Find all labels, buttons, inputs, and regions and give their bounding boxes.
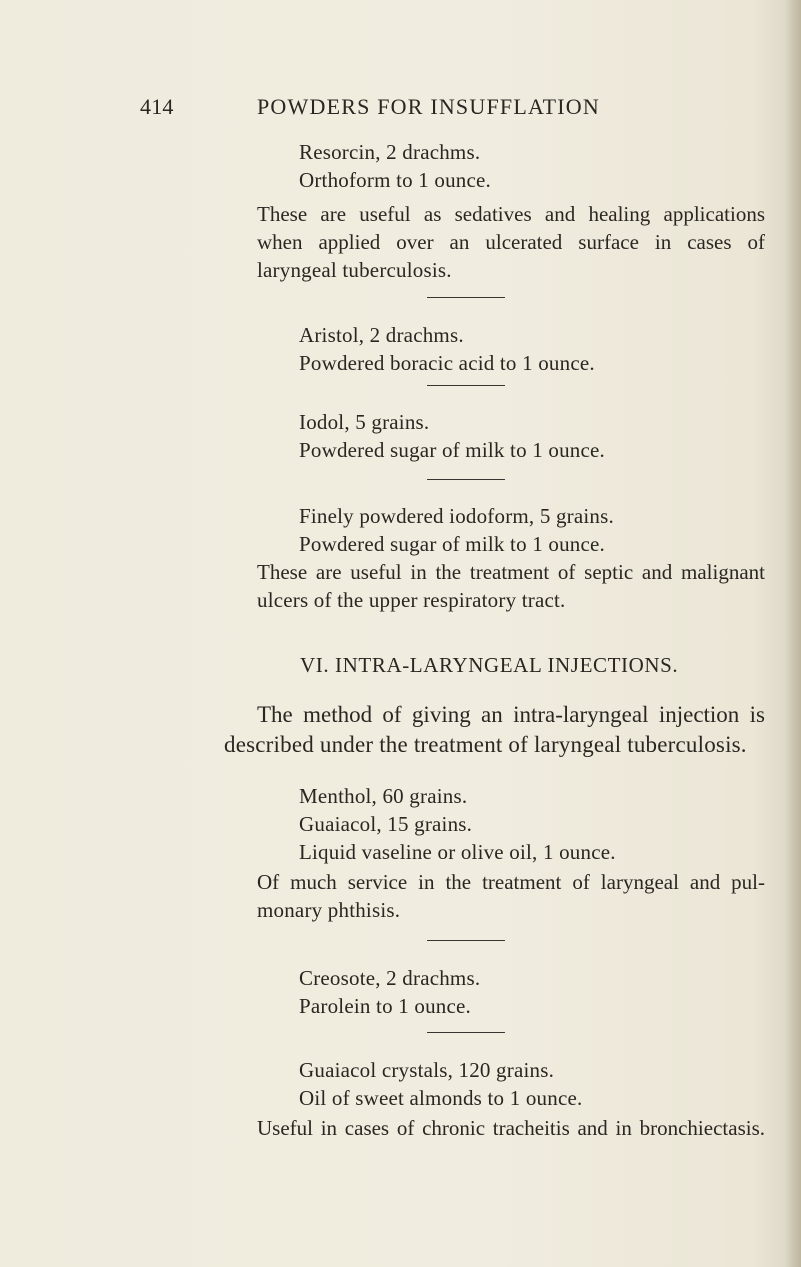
section-intro-line: The method of giving an intra-laryngeal injection is	[257, 702, 765, 727]
note-line: These are useful in the treatment of septic and malignant	[257, 560, 765, 584]
note-line: Of much service in the treatment of laryngeal and pul-	[257, 870, 765, 894]
recipe-line: Menthol, 60 grains.	[299, 784, 468, 808]
separator-rule	[427, 297, 505, 298]
section-heading: VI. INTRA-LARYNGEAL INJECTIONS.	[300, 653, 679, 677]
recipe-line: Powdered boracic acid to 1 ounce.	[299, 351, 595, 375]
recipe-line: Resorcin, 2 drachms.	[299, 140, 481, 164]
note-line: These are useful as sedatives and healing applications	[257, 202, 765, 226]
recipe-line: Liquid vaseline or olive oil, 1 ounce.	[299, 840, 616, 864]
recipe-line: Guaiacol crystals, 120 grains.	[299, 1058, 555, 1082]
recipe-line: Powdered sugar of milk to 1 ounce.	[299, 532, 605, 556]
note-line: ulcers of the upper respiratory tract.	[257, 588, 566, 612]
section-intro-line: described under the treatment of laryngeal tuberculosis.	[224, 732, 747, 757]
recipe-line: Powdered sugar of milk to 1 ounce.	[299, 438, 605, 462]
page-edge-shadow	[785, 0, 801, 1267]
recipe-line: Parolein to 1 ounce.	[299, 994, 471, 1018]
note-line: laryngeal tuberculosis.	[257, 258, 452, 282]
recipe-line: Finely powdered iodoform, 5 grains.	[299, 504, 614, 528]
note-line: Useful in cases of chronic tracheitis and in bronchiectasis.	[257, 1116, 765, 1140]
separator-rule	[427, 940, 505, 941]
recipe-line: Orthoform to 1 ounce.	[299, 168, 491, 192]
separator-rule	[427, 1032, 505, 1033]
note-line: monary phthisis.	[257, 898, 401, 922]
recipe-line: Oil of sweet almonds to 1 ounce.	[299, 1086, 583, 1110]
page-number: 414	[140, 94, 174, 119]
recipe-line: Creosote, 2 drachms.	[299, 966, 481, 990]
separator-rule	[427, 385, 505, 386]
recipe-line: Guaiacol, 15 grains.	[299, 812, 473, 836]
recipe-line: Aristol, 2 drachms.	[299, 323, 464, 347]
recipe-line: Iodol, 5 grains.	[299, 410, 430, 434]
running-title: POWDERS FOR INSUFFLATION	[257, 94, 600, 119]
note-line: when applied over an ulcerated surface in cases of	[257, 230, 765, 254]
separator-rule	[427, 479, 505, 480]
